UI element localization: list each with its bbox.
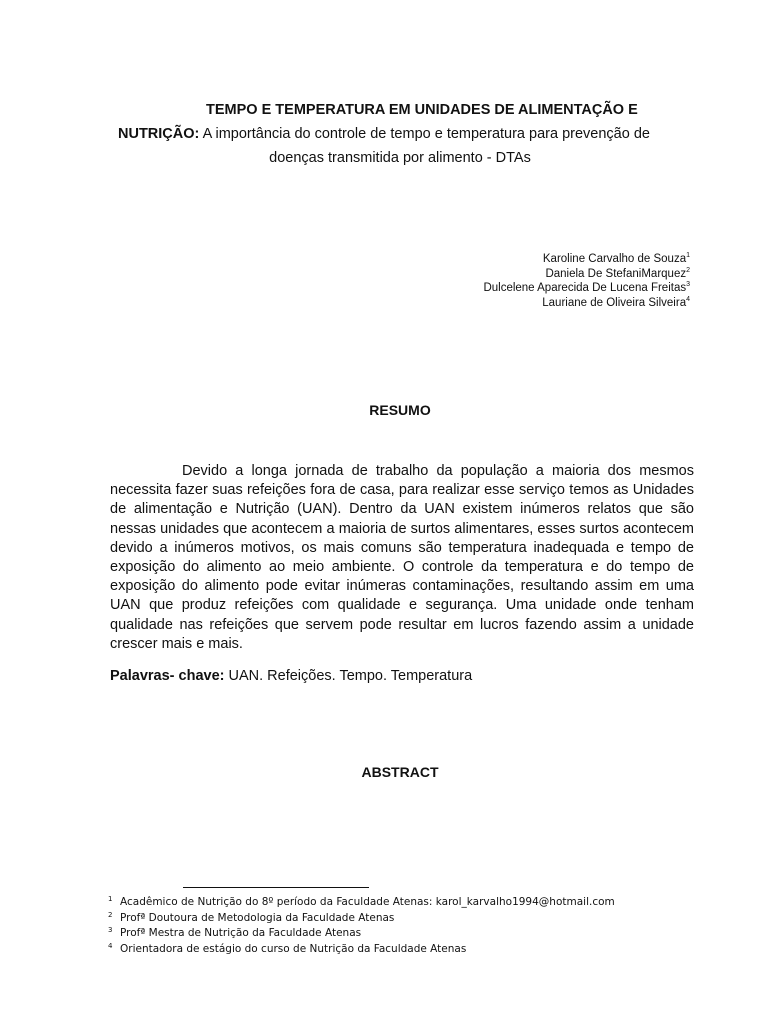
author (483, 267, 690, 282)
title-line-1: TEMPO E TEMPERATURA EM UNIDADES DE ALIMENTAÇÃO E (206, 102, 638, 118)
footnote-list (108, 895, 615, 957)
keywords-value: UAN. Refeições. Tempo. Temperatura (224, 668, 473, 684)
footnote-text: Orientadora de estágio do curso de Nutrição da Faculdade Atenas (120, 942, 467, 955)
author (483, 252, 690, 267)
resumo-heading: RESUMO (369, 402, 431, 418)
author (483, 281, 690, 296)
footnote-text: Acadêmico de Nutrição do 8º período da Faculdade Atenas: karol_karvalho1994@hotmail.com (120, 896, 615, 908)
author-mark: 2 (686, 266, 690, 274)
author-mark: 1 (686, 252, 690, 259)
footnote-text: Profª Mestra de Nutrição da Faculdade Atenas (120, 927, 362, 939)
footnote-divider (183, 887, 369, 888)
footnote-text: Profª Doutoura de Metodologia da Faculdade Atenas (120, 911, 395, 924)
footnote: $^4$ Orientadora de estágio do curso de Nutrição da Faculdade Atenas (108, 941, 467, 955)
keywords (110, 668, 472, 684)
title-line-3: doenças transmitida por alimento - DTAs (269, 150, 531, 166)
author-name: Lauriane de Oliveira Silveira (542, 296, 687, 309)
author-name: Karoline Carvalho de Souza (542, 253, 687, 265)
footnote: $^3$ Profª Mestra de Nutrição da Faculdade Atenas (108, 926, 362, 939)
resumo-body: Devido a longa jornada de trabalho da população a maioria dos mesmos necessita fazer suas refeições fora de casa, para realizar esse serviço temos as Unidades de alimentação e Nutrição (UAN). Dentro da UAN existem inúmeros relatos que são nessas unidades que acontecem a maioria de surtos alimentares, esses surtos acontecem devido a inúmeros motivos, os mais comuns são temperatura inadequada e tempo de exposição do alimento ao meio ambiente. O controle da temperatura e do tempo de exposição do alimento pode evitar inúmeras contaminações, resultando assim em uma UAN que produz refeições com qualidade e segurança. Uma unidade onde tenham qualidade nas refeições que servem pode resultar em lucros fazendo assim a unidade crescer mais e mais. (110, 463, 694, 652)
title-line-2 (118, 126, 698, 142)
author-mark: 4 (686, 295, 690, 303)
subtitle-text: A importância do controle de tempo e temperatura para prevenção de (199, 126, 650, 142)
title-bold-lead: NUTRIÇÃO: (118, 126, 200, 142)
author (483, 296, 690, 311)
author-mark: 3 (686, 281, 690, 288)
footnote: $^2$ Profª Doutoura de Metodologia da Faculdade Atenas (108, 910, 395, 924)
abstract-heading: ABSTRACT (361, 764, 439, 780)
author-list (483, 252, 690, 310)
author-name: Dulcelene Aparecida De Lucena Freitas (483, 282, 687, 294)
footnote: $^1$ Acadêmico de Nutrição do 8º período da Faculdade Atenas: karol_karvalho1994@hotmail.com (108, 895, 615, 908)
keywords-label: Palavras- chave: (110, 668, 225, 684)
author-name: Daniela De StefaniMarquez (545, 267, 687, 280)
